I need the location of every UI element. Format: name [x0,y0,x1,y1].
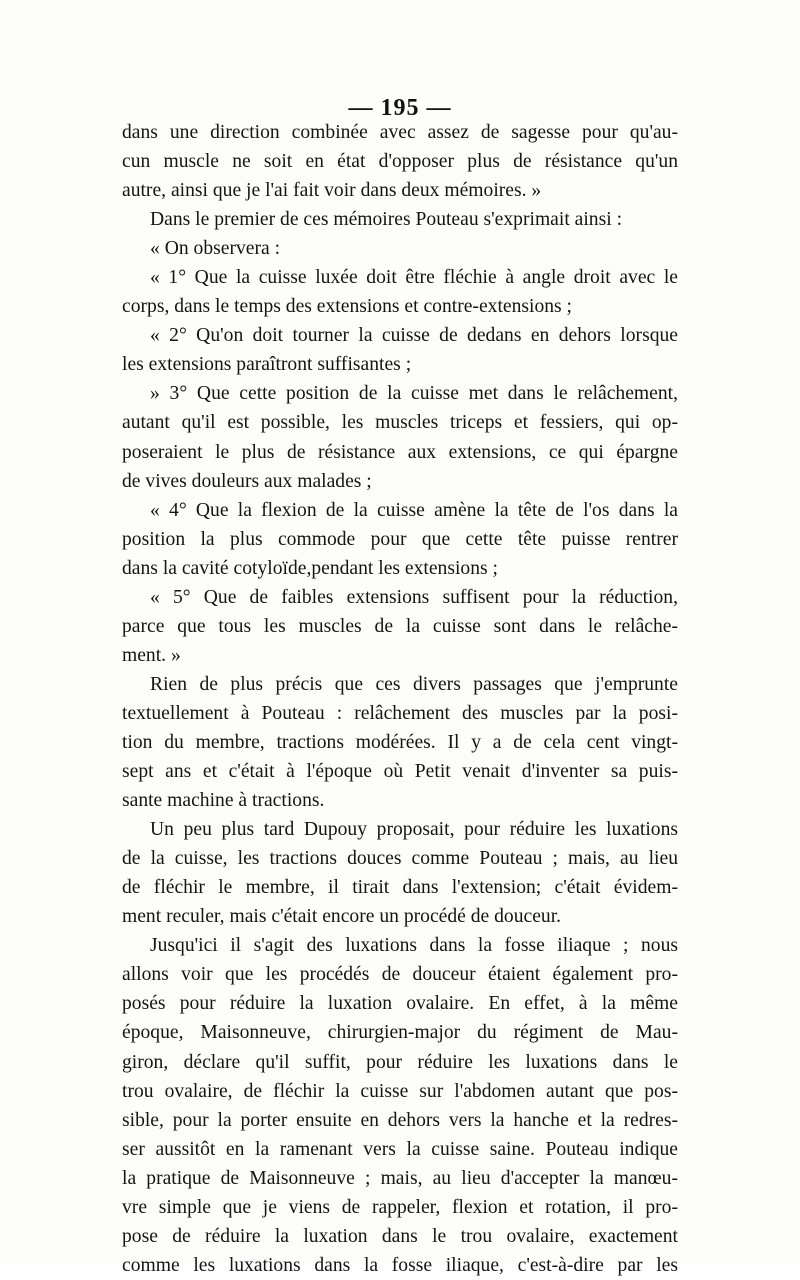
text-line: « 5° Que de faibles extensions suffisent pour la réduction, [150,586,678,608]
page-number: — 195 — [348,95,452,121]
text-line: Un peu plus tard Dupouy proposait, pour réduire les luxations [150,819,678,841]
text-line: Rien de plus précis que ces divers passages que j'emprunte [150,673,678,695]
text-line: poseraient le plus de résistance aux extensions, ce qui épargne [122,441,678,463]
text-line: position la plus commode pour que cette tête puisse rentrer [122,528,678,550]
text-line: Jusqu'ici il s'agit des luxations dans la fosse iliaque ; nous [150,935,678,957]
text-line: parce que tous les muscles de la cuisse sont dans le relâche- [122,615,678,637]
text-line: pose de réduire la luxation dans le trou ovalaire, exactement [122,1225,678,1247]
text-line: cun muscle ne soit en état d'opposer plus de résistance qu'un [122,151,678,173]
text-line: de la cuisse, les tractions douces comme Pouteau ; mais, au lieu [122,848,678,870]
text-line: « 4° Que la flexion de la cuisse amène la tête de l'os dans la [150,499,678,521]
text-line: ment reculer, mais c'était encore un procédé de douceur. [122,906,562,928]
text-line: ser aussitôt en la ramenant vers la cuisse saine. Pouteau indique [122,1138,678,1160]
text-line: sept ans et c'était à l'époque où Petit venait d'inventer sa puis- [122,761,678,783]
text-line: de fléchir le membre, il tirait dans l'extension; c'était évidem- [122,877,678,899]
text-line: autant qu'il est possible, les muscles triceps et fessiers, qui op- [122,412,678,434]
text-line: « On observera : [150,238,281,260]
text-line: sante machine à tractions. [122,790,325,812]
text-line: textuellement à Pouteau : relâchement des muscles par la posi- [122,702,678,724]
text-line: dans une direction combinée avec assez de sagesse pour qu'au- [122,122,678,143]
text-line: corps, dans le temps des extensions et contre-extensions ; [122,296,573,318]
text-line: giron, déclare qu'il suffit, pour réduire les luxations dans le [122,1051,678,1073]
text-line: tion du membre, tractions modérées. Il y a de cela cent vingt- [122,731,678,753]
text-line: » 3° Que cette position de la cuisse met dans le relâchement, [150,383,678,405]
text-line: autre, ainsi que je l'ai fait voir dans deux mémoires. » [122,180,542,202]
text-line: dans la cavité cotyloïde,pendant les extensions ; [122,557,498,579]
text-line: la pratique de Maisonneuve ; mais, au lieu d'accepter la manœu- [122,1167,678,1189]
text-line: trou ovalaire, de fléchir la cuisse sur l'abdomen autant que pos- [122,1080,678,1102]
text-line: les extensions paraîtront suffisantes ; [122,354,412,376]
text-line: comme les luxations dans la fosse iliaque, c'est-à-dire par les [122,1254,678,1276]
text-line: époque, Maisonneuve, chirurgien-major du régiment de Mau- [122,1022,678,1044]
text-line: ment. » [122,644,181,666]
text-line: « 2° Qu'on doit tourner la cuisse de dedans en dehors lorsque [150,325,678,347]
text-line: vre simple que je viens de rappeler, flexion et rotation, il pro- [122,1196,678,1218]
text-line: allons voir que les procédés de douceur étaient également pro- [122,964,678,986]
text-line: Dans le premier de ces mémoires Pouteau s'exprimait ainsi : [150,209,623,231]
text-line: de vives douleurs aux malades ; [122,470,372,492]
text-line: sible, pour la porter ensuite en dehors vers la hanche et la redres- [122,1109,678,1131]
body-text [122,118,678,1280]
text-line: posés pour réduire la luxation ovalaire. En effet, à la même [122,993,678,1015]
text-line: « 1° Que la cuisse luxée doit être fléchie à angle droit avec le [150,267,678,289]
